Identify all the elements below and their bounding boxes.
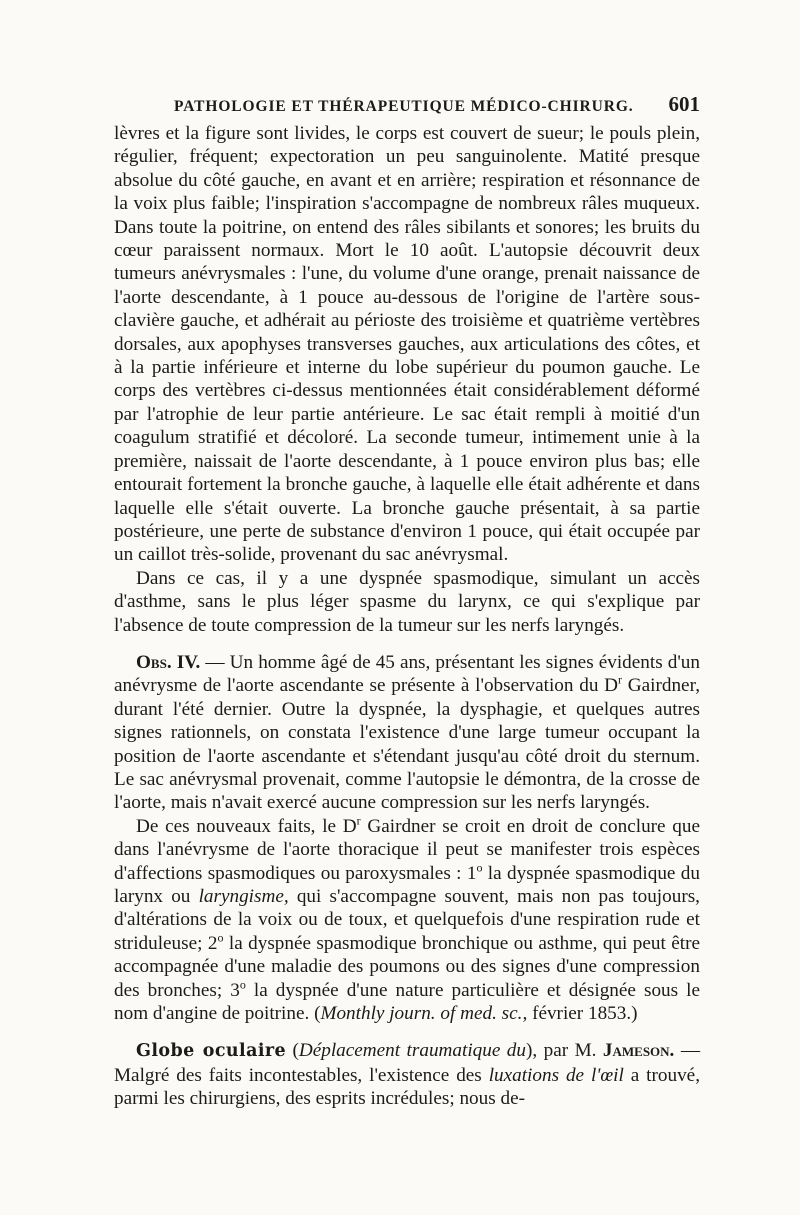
observation-label: Obs. IV. (136, 651, 201, 673)
paragraph-case-description (114, 122, 700, 567)
paragraph-text: De ces nouveaux faits, le D (136, 815, 357, 837)
body-text (114, 122, 700, 1111)
italic-term: luxations de l'œil (488, 1064, 624, 1086)
italic-subtitle: Déplacement traumatique du (298, 1040, 526, 1062)
paragraph-text: la dyspnée spasmodique du larynx ou (114, 862, 700, 907)
paragraph-text: Gairdner, durant l'été dernier. Outre la dyspnée, la dysphagie, et quelques autres signes rationnels, on constata l'existence d'une large tumeur occupant la position de l'aorte ascendante et s'étendant jusqu'au côté droit du sternum. Le sac anévrysmal provenait, comme l'autopsie le démontra, de la crosse de l'aorte, mais n'avait exercé aucune compression sur les nerfs laryngés. (114, 675, 700, 814)
page-number: 601 (668, 92, 700, 116)
running-title: PATHOLOGIE ET THÉRAPEUTIQUE MÉDICO-CHIRURG. (174, 98, 634, 115)
superscript: r (356, 813, 361, 828)
superscript: r (618, 672, 623, 687)
running-head (114, 92, 700, 117)
paragraph-text: Gairdner se croit en droit de conclure que dans l'anévrysme de l'aorte thoracique il peut se manifester trois espèces d'affections spasmodiques ou paroxysmales : 1 (114, 815, 700, 884)
paragraph-text: a trouvé, parmi les chirurgiens, des esprits incrédules; nous de- (114, 1064, 700, 1110)
paragraph-case-commentary (114, 567, 700, 637)
paragraph-text: Dans ce cas, il y a une dyspnée spasmodique, simulant un accès d'asthme, sans le plus léger spasme du larynx, ce qui s'explique par l'absence de toute compression de la tumeur sur les nerfs laryngés. (114, 567, 700, 636)
paragraph-text: ( (286, 1040, 299, 1062)
paragraph-text: ), par M. (526, 1040, 603, 1062)
paragraph-text: — Malgré des faits incontestables, l'existence des (114, 1040, 700, 1086)
paragraph-observation-iv (114, 651, 700, 815)
superscript: o (217, 930, 224, 945)
superscript: o (476, 860, 483, 875)
paragraph-text: la dyspnée d'une nature particulière et désignée sous le nom d'angine de poitrine. ( (114, 979, 700, 1025)
paragraph-text: la dyspnée spasmodique bronchique ou asthme, qui peut être accompagnée d'une maladie des poumons ou des signes d'une compression des bronches; 3 (114, 932, 700, 1001)
paragraph-text: lèvres et la figure sont livides, le corps est couvert de sueur; le pouls plein, régulier, fréquent; expectoration un peu sanguinolente. Matité presque absolue du côté gauche, en avant et en arrière; respiration et résonnance de la voix plus faible; l'inspiration s'accompagne de nombreux râles muqueux. Dans toute la poitrine, on entend des râles sibilants et sonores; les bruits du cœur paraissent normaux. Mort le 10 août. L'autopsie découvrit deux tumeurs anévrysmales : l'une, du volume d'une orange, prenait naissance de l'aorte descendante, à 1 pouce au-dessous de l'origine de l'artère sous-clavière gauche, et adhérait au périoste des troisième et quatrième vertèbres dorsales, aux apophyses transverses gauches, aux articulations des côtes, et à la partie inférieure et interne du lobe supérieur du poumon gauche. Le corps des vertèbres ci-dessus mentionnées était considérablement déformé par l'atrophie de leur partie antérieure. Le sac était rempli à moitié d'un coagulum stratifié et décoloré. La seconde tumeur, intimement unie à la première, naissait de l'aorte descendante, à 1 pouce environ plus bas; elle entourait fortement la bronche gauche, à laquelle elle était adhérente et dans laquelle elle s'était ouverte. La bronche gauche présentait, à sa partie postérieure, une perte de substance d'environ 1 pouce, qui était occupée par un caillot très-solide, provenant du sac anévrysmal. (114, 123, 700, 566)
paragraph-text: qui s'accompagne souvent, mais non pas toujours, d'altérations de la voix ou de toux, et quelquefois d'une respiration rude et striduleuse; 2 (114, 886, 700, 954)
author-name: Jameson. (602, 1040, 675, 1062)
paragraph-text: février 1853.) (527, 1003, 638, 1025)
paragraph-conclusion (114, 815, 700, 1026)
paragraph-globe-oculaire (114, 1039, 700, 1110)
section-title: Globe oculaire (136, 1041, 287, 1062)
citation-journal: Monthly journ. of med. sc., (320, 1003, 528, 1025)
superscript: o (239, 977, 246, 992)
paragraph-text: — Un homme âgé de 45 ans, présentant les signes évidents d'un anévrysme de l'aorte ascendante se présente à l'observation du D (114, 651, 700, 697)
italic-term: laryngisme, (198, 886, 289, 907)
